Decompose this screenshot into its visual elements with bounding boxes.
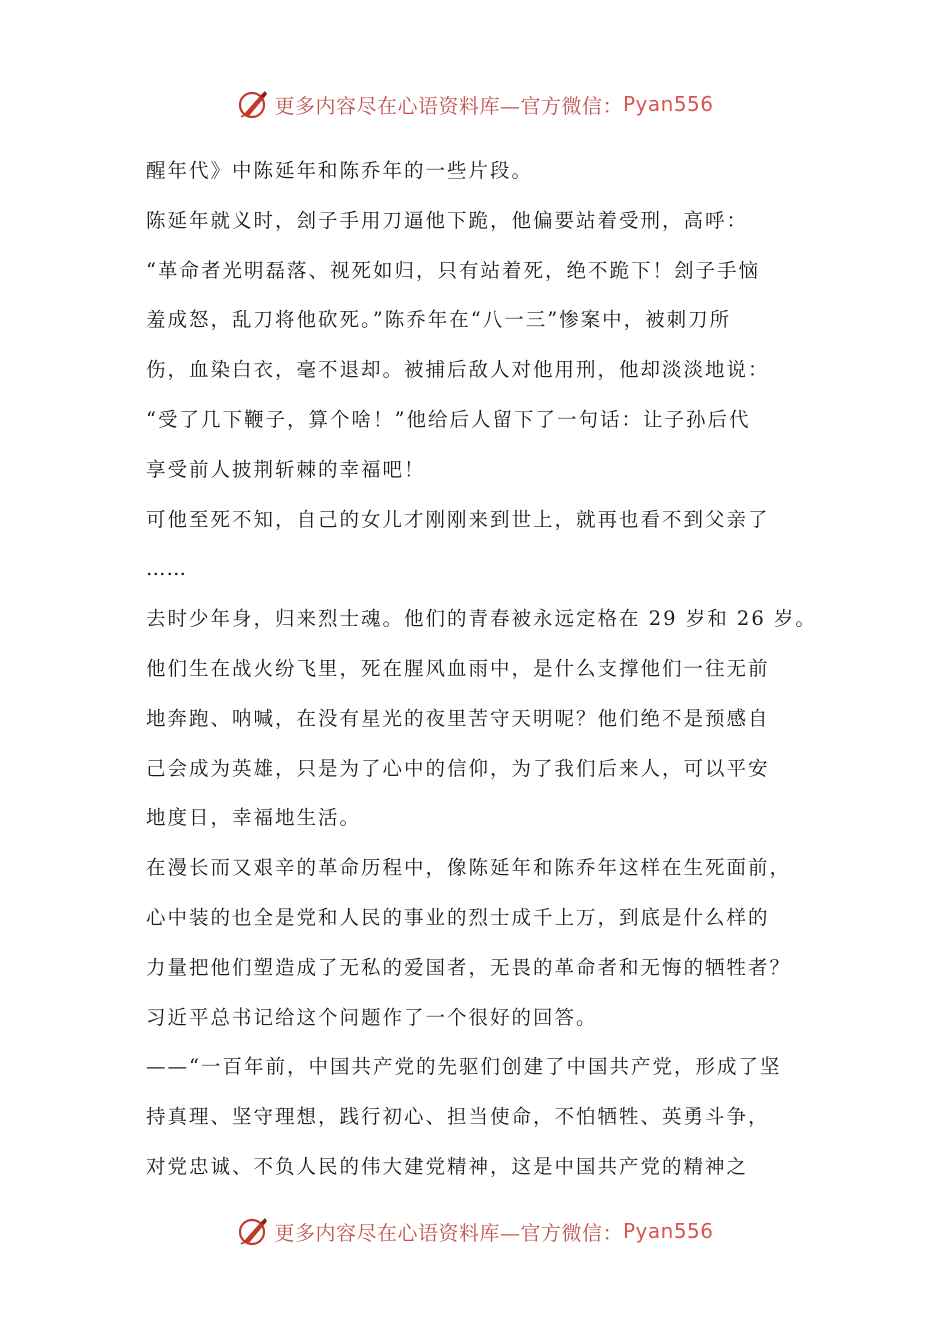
- text-line: 伤，血染白衣，毫不退却。被捕后敌人对他用刑，他却淡淡地说：: [146, 358, 770, 382]
- text-line: 心中装的也全是党和人民的事业的烈士成千上万，到底是什么样的: [146, 905, 770, 929]
- text-line: 在漫长而又艰辛的革命历程中，像陈延年和陈乔年这样在生死面前，: [146, 856, 792, 880]
- text-line: 持真理、坚守理想，践行初心、担当使命，不怕牺牲、英勇斗争，: [146, 1105, 770, 1129]
- text-line: 他们生在战火纷飞里，死在腥风血雨中，是什么支撑他们一往无前: [146, 656, 770, 680]
- text-line: 醒年代》中陈延年和陈乔年的一些片段。: [146, 159, 534, 182]
- wechat-id: Pyan556: [622, 92, 714, 116]
- text-line: 享受前人披荆斩棘的幸福吧！: [146, 457, 426, 481]
- pen-logo-icon: [236, 1214, 270, 1248]
- text-line: 地奔跑、呐喊，在没有星光的夜里苦守天明呢？他们绝不是预感自: [146, 706, 770, 730]
- text-line: ——“一百年前，中国共产党的先驱们创建了中国共产党，形成了坚: [146, 1055, 782, 1079]
- watermark-text: 更多内容尽在心语资料库—官方微信：: [274, 93, 623, 118]
- document-body: [146, 146, 826, 1192]
- text-line: 己会成为英雄，只是为了心中的信仰，为了我们后来人，可以平安: [146, 756, 770, 780]
- footer-watermark-banner: [0, 1211, 950, 1251]
- header-watermark-banner: [0, 84, 950, 124]
- text-line: 陈延年就义时，刽子手用刀逼他下跪，他偏要站着受刑，高呼：: [146, 208, 749, 232]
- pen-logo-icon: [236, 87, 270, 121]
- ellipsis-line: ……: [146, 557, 187, 581]
- text-line: “受了几下鞭子，算个啥！”他给后人留下了一句话：让子孙后代: [146, 407, 751, 431]
- text-line: 对党忠诚、不负人民的伟大建党精神，这是中国共产党的精神之: [146, 1154, 749, 1178]
- watermark-text: 更多内容尽在心语资料库—官方微信：: [274, 1220, 623, 1245]
- text-line: 力量把他们塑造成了无私的爱国者，无畏的革命者和无悔的牺牲者？: [146, 955, 792, 979]
- text-line: 羞成怒，乱刀将他砍死。”陈乔年在“八一三”惨案中，被刺刀所: [146, 308, 732, 332]
- text-line: 习近平总书记给这个问题作了一个很好的回答。: [146, 1005, 598, 1029]
- text-line: “革命者光明磊落、视死如归，只有站着死，绝不跪下！刽子手恼: [146, 258, 760, 282]
- text-line: 去时少年身，归来烈士魂。他们的青春被永远定格在 29 岁和 26 岁。: [146, 607, 817, 631]
- text-line: 可他至死不知，自己的女儿才刚刚来到世上，就再也看不到父亲了: [146, 507, 770, 531]
- wechat-id: Pyan556: [622, 1219, 714, 1243]
- text-line: 地度日，幸福地生活。: [146, 806, 362, 830]
